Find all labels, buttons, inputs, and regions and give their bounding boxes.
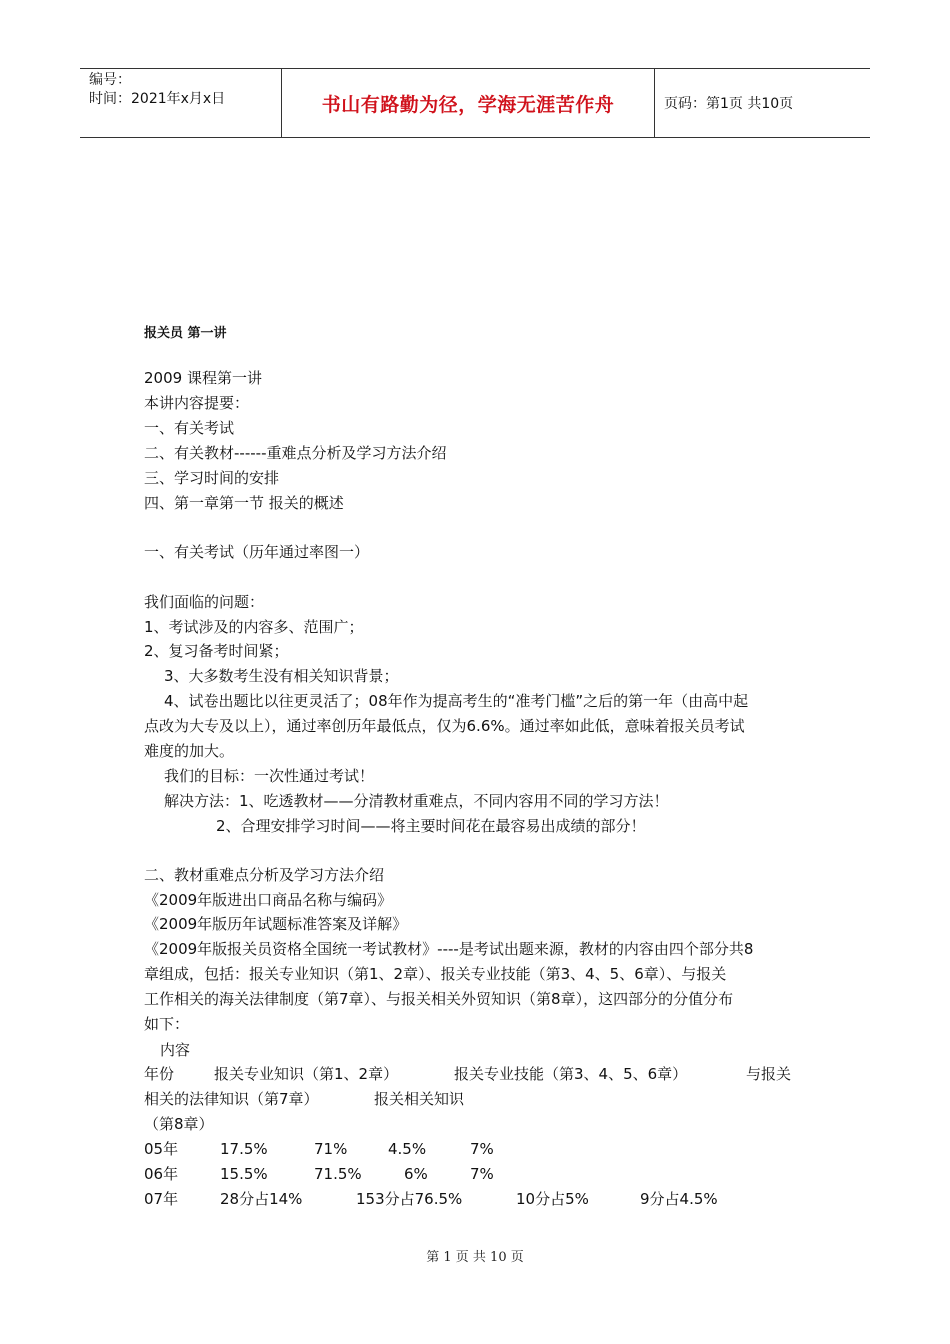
cell-col4: 7% [470,1165,494,1183]
col-header-3-cont: 相关的法律知识（第7章） [144,1090,319,1108]
paragraph-line: 如下： [144,1015,190,1033]
year-header: 年份 [144,1065,175,1083]
cell-col1: 17.5% [220,1140,268,1158]
cell-year: 06年 [144,1165,179,1183]
header-meta [80,69,282,137]
paragraph-line: 点改为大专及以上），通过率创历年最低点，仅为6.6%。通过率如此低，意味着报关员考试 [144,717,745,735]
paragraph-line: 4、试卷出题比以往更灵活了；08年作为提高考生的“准考门槛”之后的第一年（由高中起 [164,692,749,710]
paragraph-line: 3、大多数考生没有相关知识背景； [164,667,399,685]
cell-col2: 71% [314,1140,348,1158]
col-header-1: 报关专业知识（第1、2章） [214,1065,399,1083]
paragraph-line: 四、第一章第一节 报关的概述 [144,494,344,512]
cell-col2: 153分占76.5% [356,1190,463,1208]
page-header [80,68,870,138]
cell-year: 07年 [144,1190,179,1208]
col-header-3: 与报关 [746,1065,792,1083]
number-label: 编号： [89,72,131,88]
col-header-4-cont: （第8章） [144,1115,214,1133]
page-info: 页码：第1页 共10页 [664,96,794,112]
paragraph-line: 一、有关考试 [144,419,235,437]
paragraph-line: 2、复习备考时间紧； [144,642,289,660]
cell-col3: 6% [404,1165,428,1183]
paragraph-line: 1、考试涉及的内容多、范围广； [144,618,364,636]
cell-col3: 10分占5% [516,1190,589,1208]
table-corner: 内容 [160,1041,191,1059]
motto: 书山有路勤为径，学海无涯苦作舟 [321,93,615,116]
paragraph-line: 本讲内容提要： [144,394,250,412]
paragraph-line: 《2009年版报关员资格全国统一考试教材》----是考试出题来源，教材的内容由四个部分共8 [144,940,754,958]
cell-col1: 15.5% [220,1165,268,1183]
paragraph-line: 《2009年版进出口商品名称与编码》 [144,891,393,909]
paragraph-line: 解决方法：1、吃透教材——分清教材重难点，不同内容用不同的学习方法！ [164,792,669,810]
paragraph-line: 我们面临的问题： [144,593,265,611]
col-header-4: 报关相关知识 [374,1090,465,1108]
cell-col1: 28分占14% [220,1190,303,1208]
paragraph-line: 二、有关教材------重难点分析及学习方法介绍 [144,444,447,462]
paragraph-line: 章组成，包括：报关专业知识（第1、2章）、报关专业技能（第3、4、5、6章）、与报关 [144,965,727,983]
paragraph-line: 三、学习时间的安排 [144,469,280,487]
cell-col4: 7% [470,1140,494,1158]
cell-col2: 71.5% [314,1165,362,1183]
doc-title: 报关员 第一讲 [144,326,227,341]
page-footer: 第 1 页 共 10 页 [426,1250,524,1265]
cell-year: 05年 [144,1140,179,1158]
col-header-2: 报关专业技能（第3、4、5、6章） [454,1065,688,1083]
cell-col4: 9分占4.5% [640,1190,718,1208]
paragraph-line: 《2009年版历年试题标准答案及详解》 [144,915,408,933]
date-label: 时间：2021年x月x日 [89,91,226,107]
header-motto-cell [282,69,655,137]
section-heading: 二、教材重难点分析及学习方法介绍 [144,866,385,884]
section-heading: 一、有关考试（历年通过率图一） [144,543,370,561]
paragraph-line: 2、合理安排学习时间——将主要时间花在最容易出成绩的部分！ [216,817,646,835]
paragraph-line: 我们的目标：一次性通过考试！ [164,767,375,785]
header-page-info [655,69,870,137]
cell-col3: 4.5% [388,1140,427,1158]
paragraph-line: 2009 课程第一讲 [144,369,262,387]
paragraph-line: 难度的加大。 [144,742,235,760]
paragraph-line: 工作相关的海关法律制度（第7章）、与报关相关外贸知识（第8章），这四部分的分值分布 [144,990,734,1008]
